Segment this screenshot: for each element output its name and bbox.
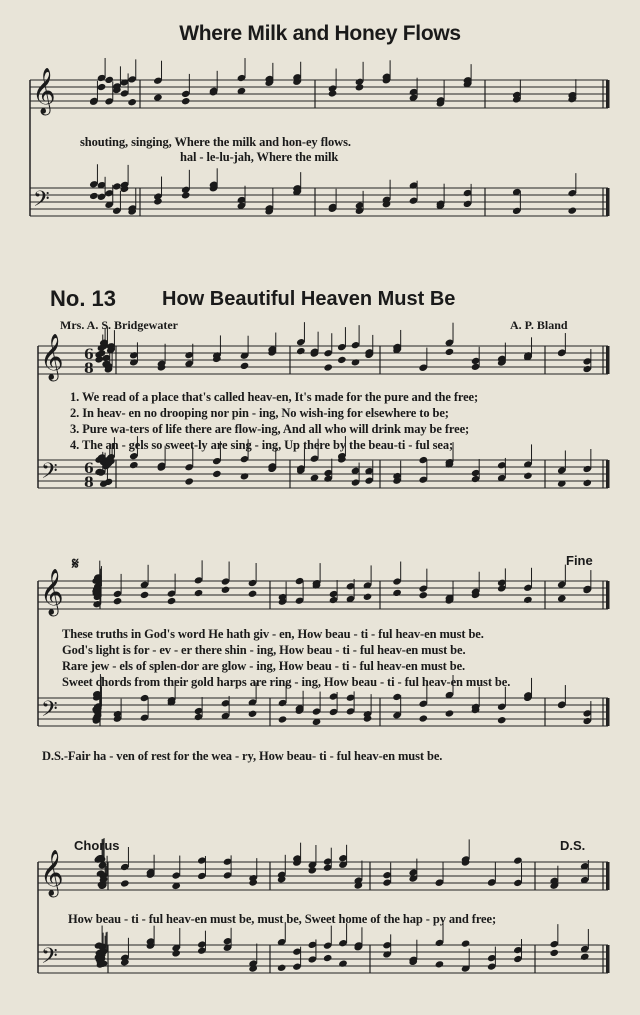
top-treble-note [127, 98, 137, 106]
sys2-treble-note [221, 586, 231, 594]
sys1-treble-note [337, 356, 347, 364]
verse-4-line-a: 4. The an - gels so sweet-ly are sing - ing, Up there by the beau-ti - ful sea; [70, 438, 454, 452]
top-bass-note [89, 192, 99, 200]
chorus-treble-note [308, 866, 318, 874]
final-bar-thick [606, 945, 610, 973]
segno-sign: 𝄋 [72, 556, 79, 573]
final-bar-thick [606, 581, 610, 609]
hymn-author: Mrs. A. S. Bridgewater [60, 318, 178, 332]
sys1-bass-note [523, 472, 533, 480]
sys2-bass-clef: 𝄢 [41, 697, 58, 727]
chorus-bass-clef: 𝄢 [41, 944, 58, 974]
sys2-treble-note [248, 590, 258, 598]
chorus-bass-note [580, 953, 590, 961]
sys1-treble-note [445, 348, 455, 356]
verse-1-line-a: 1. We read of a place that's called heav-en, It's made for the pure and the free; [70, 390, 479, 404]
top-lyrics-line-2: hal - le-lu-jah, Where the milk [180, 150, 339, 164]
sys2-bass-note [418, 714, 428, 722]
verse-1-line-b: These truths in God's word He hath giv - en, How beau - ti - ful heav-en must be. [62, 627, 484, 641]
final-bar-thick [606, 80, 610, 108]
sys2-treble-note [113, 597, 123, 605]
sys1-bass-time-bottom: 8 [84, 475, 94, 491]
sys1-treble-note [240, 362, 250, 370]
chorus-lyrics: How beau - ti - ful heav-en must be, must be, Sweet home of the hap - py and free; [68, 912, 497, 926]
final-bar-thick [606, 188, 610, 216]
chorus-treble-note [120, 879, 130, 887]
sys2-treble-note [363, 593, 373, 601]
chorus-bass-note [277, 964, 287, 972]
ds-label: D.S. [560, 838, 586, 853]
hymn-title: How Beautiful Heaven Must Be [162, 288, 456, 310]
final-bar-thick [606, 862, 610, 890]
verse-2-line-b: God's light is for - ev - er there shin - ing, How beau - ti - ful heav-en must be. [62, 643, 466, 657]
sys2-bass-note [497, 716, 507, 724]
top-treble-clef: 𝄞 [32, 68, 56, 114]
hymn-number: No. 13 [50, 286, 117, 311]
top-lyrics-line-1: shouting, singing, Where the milk and hon-ey flows. [80, 135, 351, 149]
sys1-bass-time-top: 6 [84, 461, 94, 477]
top-treble-note [355, 83, 365, 91]
chorus-bass-note [549, 949, 559, 957]
top-bass-note [567, 206, 577, 214]
chorus-bass-note [338, 959, 348, 967]
chorus-bass-note [171, 949, 181, 957]
sys2-bass-note [248, 710, 258, 718]
sys2-treble-note [392, 589, 402, 597]
sys2-bass-note [278, 715, 288, 723]
top-bass-clef: 𝄢 [33, 187, 50, 217]
chorus-label: Chorus [74, 838, 120, 853]
ds-lyric-line: D.S.-Fair ha - ven of rest for the wea - ry, How beau- ti - ful heav-en must be. [42, 749, 443, 763]
chorus-bass-note [323, 954, 333, 962]
chorus-bass-note [461, 939, 471, 947]
sys1-treble-time-top: 6 [84, 347, 94, 363]
sys1-bass-note [212, 470, 222, 478]
final-bar-thick [606, 346, 610, 374]
final-bar-thick [606, 460, 610, 488]
sys2-treble-note [167, 597, 177, 605]
sys1-treble-clef: 𝄞 [40, 334, 64, 380]
sys1-treble-note [296, 347, 306, 355]
sys2-treble-note [418, 591, 428, 599]
verse-3-line-b: Rare jew - els of splen-dor are glow - ing, How beau - ti - ful heav-en must be. [62, 659, 466, 673]
sys1-bass-note [582, 479, 592, 487]
sys1-bass-note [240, 472, 250, 480]
final-bar-thick [606, 698, 610, 726]
top-song-title: Where Milk and Honey Flows [179, 22, 461, 45]
sys2-treble-note [140, 591, 150, 599]
verse-3-line-a: 3. Pure wa-ters of life there are flow-ing, And all who will drink may be free; [70, 422, 470, 436]
chorus-treble-clef: 𝄞 [40, 850, 64, 896]
sys2-treble-note [194, 589, 204, 597]
top-treble-note [181, 97, 191, 105]
sys1-bass-note [129, 461, 139, 469]
verse-4-line-b: Sweet chords from their gold harps are ring - ing, How beau - ti - ful heav-en must be. [62, 675, 511, 689]
verse-2-line-a: 2. In heav- en no drooping nor pin - ing, No wish-ing for elsewhere to be; [70, 406, 449, 420]
sys2-treble-note [557, 594, 567, 602]
sys1-treble-note [351, 358, 361, 366]
fine-label: Fine [566, 553, 593, 568]
sys2-treble-clef: 𝄞 [40, 569, 64, 615]
top-bass-note [112, 182, 122, 190]
sys1-bass-note [184, 477, 194, 485]
sys1-treble-note [323, 363, 333, 371]
chorus-bass-note [435, 960, 445, 968]
sys2-treble-note [523, 596, 533, 604]
top-treble-note [97, 83, 107, 91]
sys1-bass-clef: 𝄢 [41, 459, 58, 489]
top-bass-note [181, 191, 191, 199]
hymn-composer: A. P. Bland [510, 318, 568, 332]
sys1-treble-time-bottom: 8 [84, 361, 94, 377]
sys2-bass-note [445, 709, 455, 717]
